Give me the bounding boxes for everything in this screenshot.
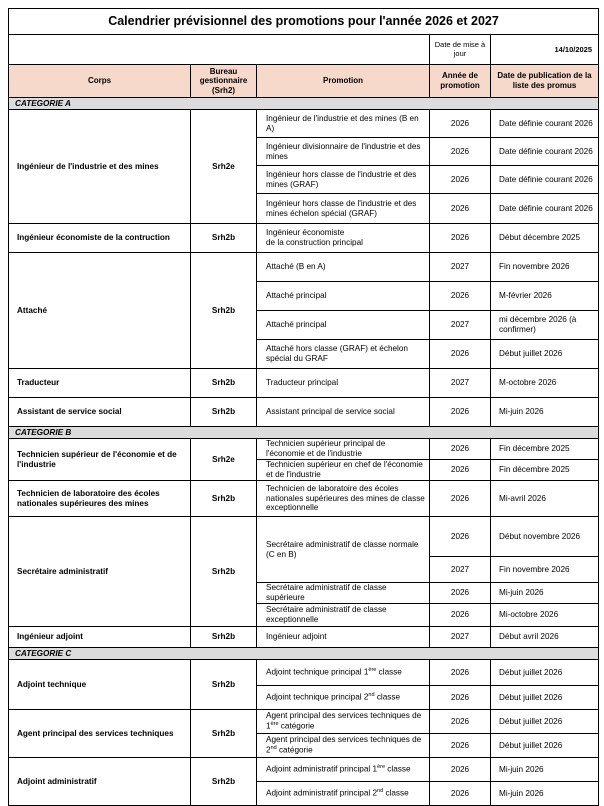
table-row [9, 660, 599, 686]
publication-cell: Début décembre 2025 [491, 224, 599, 253]
bureau-cell: Srh2e [191, 110, 257, 224]
bureau-cell: Srh2b [191, 627, 257, 648]
title-spacer [9, 35, 430, 65]
annee-cell: 2027 [430, 369, 491, 398]
publication-cell: Début juillet 2026 [491, 710, 599, 734]
publication-cell: Mi-juin 2026 [491, 782, 599, 806]
promotion-cell: Secrétaire administratif de classe exceptionnelle [257, 604, 430, 627]
bureau-cell: Srh2b [191, 517, 257, 627]
publication-cell: Fin décembre 2025 [491, 460, 599, 481]
table-row [9, 369, 599, 398]
bureau-cell: Srh2b [191, 758, 257, 806]
annee-cell: 2027 [430, 627, 491, 648]
publication-cell: Début juillet 2026 [491, 686, 599, 710]
annee-cell: 2026 [430, 224, 491, 253]
publication-cell: mi décembre 2026 (à confirmer) [491, 311, 599, 340]
promotion-cell: Adjoint technique principal 1ère classe [257, 660, 430, 686]
category-row [9, 98, 599, 110]
corps-cell: Technicien de laboratoire des écoles nationales supérieures des mines [9, 481, 191, 517]
update-date: 14/10/2025 [491, 35, 599, 65]
corps-cell: Ingénieur de l'industrie et des mines [9, 110, 191, 224]
annee-cell: 2026 [430, 138, 491, 166]
promotion-cell: Ingénieur hors classe de l'industrie et des mines échelon spécial (GRAF) [257, 194, 430, 224]
annee-cell: 2026 [430, 710, 491, 734]
publication-cell: Mi-octobre 2026 [491, 604, 599, 627]
annee-cell: 2026 [430, 782, 491, 806]
table-row [9, 627, 599, 648]
promotion-cell: Attaché (B en A) [257, 253, 430, 282]
table-row [9, 710, 599, 734]
annee-cell: 2027 [430, 311, 491, 340]
bureau-cell: Srh2b [191, 224, 257, 253]
annee-cell: 2026 [430, 166, 491, 194]
promotion-cell: Secrétaire administratif de classe normale (C en B) [257, 517, 430, 583]
promotion-cell: Technicien supérieur principal de l'économie et de l'industrie [257, 439, 430, 460]
annee-cell: 2026 [430, 282, 491, 311]
bureau-cell: Srh2b [191, 710, 257, 758]
category-label: CATEGORIE C [9, 648, 599, 660]
annee-cell: 2026 [430, 660, 491, 686]
table-row [9, 758, 599, 782]
promotion-cell: Ingénieur divisionnaire de l'industrie et des mines [257, 138, 430, 166]
table-row [9, 253, 599, 282]
publication-cell: Date définie courant 2026 [491, 110, 599, 138]
publication-cell: Début avril 2026 [491, 627, 599, 648]
header-corps: Corps [9, 65, 191, 98]
header-bureau: Bureau gestionnaire (Srh2) [191, 65, 257, 98]
category-label: CATEGORIE B [9, 427, 599, 439]
annee-cell: 2026 [430, 340, 491, 369]
annee-cell: 2026 [430, 517, 491, 557]
bureau-cell: Srh2b [191, 398, 257, 427]
header-publication: Date de publication de la liste des promus [491, 65, 599, 98]
promotion-cell: Adjoint administratif principal 1ère classe [257, 758, 430, 782]
category-row [9, 427, 599, 439]
category-label: CATEGORIE A [9, 98, 599, 110]
publication-cell: Fin novembre 2026 [491, 557, 599, 583]
header-promotion: Promotion [257, 65, 430, 98]
promotion-cell: Technicien de laboratoire des écoles nationales supérieures des mines de classe exceptionnelle [257, 481, 430, 517]
bureau-cell: Srh2b [191, 253, 257, 369]
category-row [9, 648, 599, 660]
annee-cell: 2026 [430, 583, 491, 604]
annee-cell: 2027 [430, 557, 491, 583]
table-row [9, 398, 599, 427]
publication-cell: Mi-juin 2026 [491, 758, 599, 782]
promotion-cell: Adjoint technique principal 2nd classe [257, 686, 430, 710]
promotion-cell: Technicien supérieur en chef de l'économie et de l'industrie [257, 460, 430, 481]
annee-cell: 2026 [430, 194, 491, 224]
table-row [9, 110, 599, 138]
page-title: Calendrier prévisionnel des promotions pour l'année 2026 et 2027 [9, 9, 599, 35]
promotion-cell: Ingénieur adjoint [257, 627, 430, 648]
corps-cell: Attaché [9, 253, 191, 369]
table-row [9, 517, 599, 557]
annee-cell: 2026 [430, 439, 491, 460]
promotion-cell: Traducteur principal [257, 369, 430, 398]
publication-cell: Mi-avril 2026 [491, 481, 599, 517]
table-row [9, 224, 599, 253]
publication-cell: Date définie courant 2026 [491, 166, 599, 194]
table-row [9, 481, 599, 517]
header-annee: Année de promotion [430, 65, 491, 98]
promotion-cell: Adjoint administratif principal 2nd classe [257, 782, 430, 806]
annee-cell: 2026 [430, 481, 491, 517]
corps-cell: Traducteur [9, 369, 191, 398]
promotion-cell: Secrétaire administratif de classe supérieure [257, 583, 430, 604]
promotion-cell: Ingénieur économiste de la construction principal [257, 224, 430, 253]
publication-cell: M-octobre 2026 [491, 369, 599, 398]
publication-cell: Mi-juin 2026 [491, 398, 599, 427]
annee-cell: 2026 [430, 758, 491, 782]
annee-cell: 2026 [430, 734, 491, 758]
annee-cell: 2026 [430, 460, 491, 481]
table-row [9, 439, 599, 460]
publication-cell: Début juillet 2026 [491, 734, 599, 758]
update-date-label: Date de mise à jour [430, 35, 491, 65]
publication-cell: Début juillet 2026 [491, 340, 599, 369]
publication-cell: Mi-juin 2026 [491, 583, 599, 604]
promotion-cell: Attaché principal [257, 282, 430, 311]
publication-cell: Début juillet 2026 [491, 660, 599, 686]
publication-cell: Fin décembre 2025 [491, 439, 599, 460]
promotion-cell: Ingénieur de l'industrie et des mines (B en A) [257, 110, 430, 138]
promotion-cell: Ingénieur hors classe de l'industrie et des mines (GRAF) [257, 166, 430, 194]
promotion-cell: Assistant principal de service social [257, 398, 430, 427]
corps-cell: Secrétaire administratif [9, 517, 191, 627]
corps-cell: Ingénieur économiste de la contruction [9, 224, 191, 253]
corps-cell: Agent principal des services techniques [9, 710, 191, 758]
publication-cell: Date définie courant 2026 [491, 194, 599, 224]
promotion-cell: Agent principal des services techniques de 2nd catégorie [257, 734, 430, 758]
annee-cell: 2027 [430, 253, 491, 282]
promotions-table [8, 8, 599, 806]
publication-cell: Fin novembre 2026 [491, 253, 599, 282]
annee-cell: 2026 [430, 110, 491, 138]
bureau-cell: Srh2e [191, 439, 257, 481]
bureau-cell: Srh2b [191, 481, 257, 517]
promotion-cell: Agent principal des services techniques de 1ère catégorie [257, 710, 430, 734]
corps-cell: Assistant de service social [9, 398, 191, 427]
publication-cell: M-février 2026 [491, 282, 599, 311]
bureau-cell: Srh2b [191, 660, 257, 710]
bureau-cell: Srh2b [191, 369, 257, 398]
annee-cell: 2026 [430, 686, 491, 710]
publication-cell: Début novembre 2026 [491, 517, 599, 557]
promotion-cell: Attaché hors classe (GRAF) et échelon spécial du GRAF [257, 340, 430, 369]
publication-cell: Date définie courant 2026 [491, 138, 599, 166]
annee-cell: 2026 [430, 398, 491, 427]
promotion-cell: Attaché principal [257, 311, 430, 340]
corps-cell: Ingénieur adjoint [9, 627, 191, 648]
corps-cell: Adjoint administratif [9, 758, 191, 806]
corps-cell: Technicien supérieur de l'économie et de l'industrie [9, 439, 191, 481]
annee-cell: 2026 [430, 604, 491, 627]
corps-cell: Adjoint technique [9, 660, 191, 710]
